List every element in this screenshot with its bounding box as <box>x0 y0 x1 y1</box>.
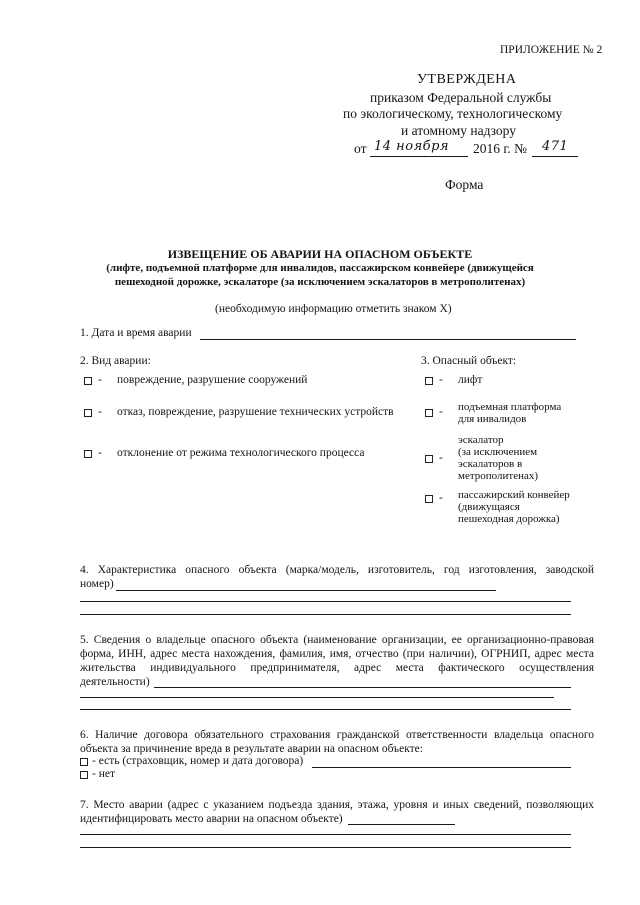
hazard-object-option-4-line-3: пешеходная дорожка) <box>458 513 560 525</box>
document-subtitle-1: (лифте, подъемной платформе для инвалидов, пассажирском конвейере (движущейся <box>106 262 534 274</box>
order-line-2: по экологическому, технологическому <box>343 106 563 121</box>
object-details-field-3[interactable] <box>80 614 571 615</box>
number-underline <box>532 156 578 157</box>
document-title: ИЗВЕЩЕНИЕ ОБ АВАРИИ НА ОПАСНОМ ОБЪЕКТЕ <box>167 247 473 261</box>
owner-details-field-1[interactable] <box>154 687 571 688</box>
order-line-1: приказом Федеральной службы <box>370 90 552 105</box>
hazard-object-option-4-line-1: пассажирский конвейер <box>458 489 570 501</box>
year-text: 2016 г. № <box>473 141 528 156</box>
hazard-object-option-2-line-2: для инвалидов <box>458 413 527 425</box>
accident-location-field-3[interactable] <box>80 847 571 848</box>
accident-type-option-1: повреждение, разрушение сооружений <box>117 374 308 386</box>
section-4-text-line-2: номер) <box>80 578 114 590</box>
object-details-field-2[interactable] <box>80 601 571 602</box>
checkbox-dash: - <box>439 452 443 464</box>
insurance-yes-label: - есть (страховщик, номер и дата договора) <box>92 755 304 767</box>
owner-details-field-3[interactable] <box>80 709 571 710</box>
hazard-object-label: 3. Опасный объект: <box>421 355 517 367</box>
insurance-yes-checkbox[interactable] <box>80 758 88 766</box>
section-5-text-line-4: деятельности) <box>80 676 150 688</box>
hazard-object-checkbox-1[interactable] <box>425 377 433 385</box>
insurance-no-checkbox[interactable] <box>80 771 88 779</box>
accident-type-option-3: отклонение от режима технологического процесса <box>117 447 365 459</box>
date-handwritten: 14 ноября <box>374 139 450 154</box>
accident-datetime-field[interactable] <box>200 339 576 340</box>
hazard-object-option-3-line-3: эскалаторов в <box>458 458 523 470</box>
insurance-no-label: - нет <box>92 768 115 780</box>
accident-type-label: 2. Вид аварии: <box>80 355 151 367</box>
checkbox-dash: - <box>98 447 102 459</box>
hazard-object-option-4-line-2: (движущаяся <box>458 501 520 513</box>
hazard-object-checkbox-4[interactable] <box>425 495 433 503</box>
accident-type-checkbox-2[interactable] <box>84 409 92 417</box>
checkbox-dash: - <box>439 406 443 418</box>
accident-location-field-2[interactable] <box>80 834 571 835</box>
section-6-text-line-1: 6. Наличие договора обязательного страхования гражданской ответственности владельца опасного <box>80 729 594 741</box>
accident-type-checkbox-3[interactable] <box>84 450 92 458</box>
accident-datetime-label: 1. Дата и время аварии <box>80 327 192 339</box>
hazard-object-option-1: лифт <box>458 374 483 386</box>
hazard-object-checkbox-3[interactable] <box>425 455 433 463</box>
form-label: Форма <box>445 177 484 192</box>
checkbox-dash: - <box>98 406 102 418</box>
owner-details-field-2[interactable] <box>80 697 554 698</box>
accident-location-field-1[interactable] <box>348 824 455 825</box>
appendix-label: ПРИЛОЖЕНИЕ № 2 <box>500 44 603 56</box>
date-underline <box>370 156 468 157</box>
hazard-object-option-3-line-4: метрополитенах) <box>458 470 539 482</box>
hazard-object-option-3-line-2: (за исключением <box>458 446 538 458</box>
order-line-3: и атомному надзору <box>401 123 516 138</box>
accident-type-checkbox-1[interactable] <box>84 377 92 385</box>
section-5-text-line-2: форма, ИНН, адрес места нахождения, фамилия, имя, отчество (при наличии), ОГРНИП, адрес места <box>80 648 594 660</box>
checkbox-dash: - <box>439 492 443 504</box>
approved-label: УТВЕРЖДЕНА <box>417 72 517 87</box>
insurance-details-field[interactable] <box>312 767 571 768</box>
hazard-object-checkbox-2[interactable] <box>425 409 433 417</box>
section-6-text-line-2: объекта за причинение вреда в результате аварии на опасном объекте: <box>80 743 423 755</box>
object-details-field-1[interactable] <box>116 590 496 591</box>
checkbox-dash: - <box>439 374 443 386</box>
checkbox-dash: - <box>98 374 102 386</box>
section-5-text-line-3: жительства индивидуального предпринимателя, адрес места фактического осуществления <box>80 662 594 674</box>
date-prefix: от <box>354 141 367 156</box>
section-4-text-line-1: 4. Характеристика опасного объекта (марка/модель, изготовитель, год изготовления, заводской <box>80 564 594 576</box>
section-5-text-line-1: 5. Сведения о владельце опасного объекта (наименование организации, ее организационно-правовая <box>80 634 594 646</box>
section-7-text-line-2: идентифицировать место аварии на опасном объекте) <box>80 813 343 825</box>
number-handwritten: 471 <box>542 139 569 154</box>
accident-type-option-2: отказ, повреждение, разрушение технических устройств <box>117 406 394 418</box>
section-7-text-line-1: 7. Место аварии (адрес с указанием подъезда здания, этажа, уровня и иных сведений, позволяющих <box>80 799 594 811</box>
hazard-object-option-2-line-1: подъемная платформа <box>458 401 562 413</box>
instruction-text: (необходимую информацию отметить знаком Х) <box>215 303 452 315</box>
hazard-object-option-3-line-1: эскалатор <box>458 434 504 446</box>
document-subtitle-2: пешеходной дорожке, эскалаторе (за исключением эскалаторов в метрополитенах) <box>114 276 526 288</box>
